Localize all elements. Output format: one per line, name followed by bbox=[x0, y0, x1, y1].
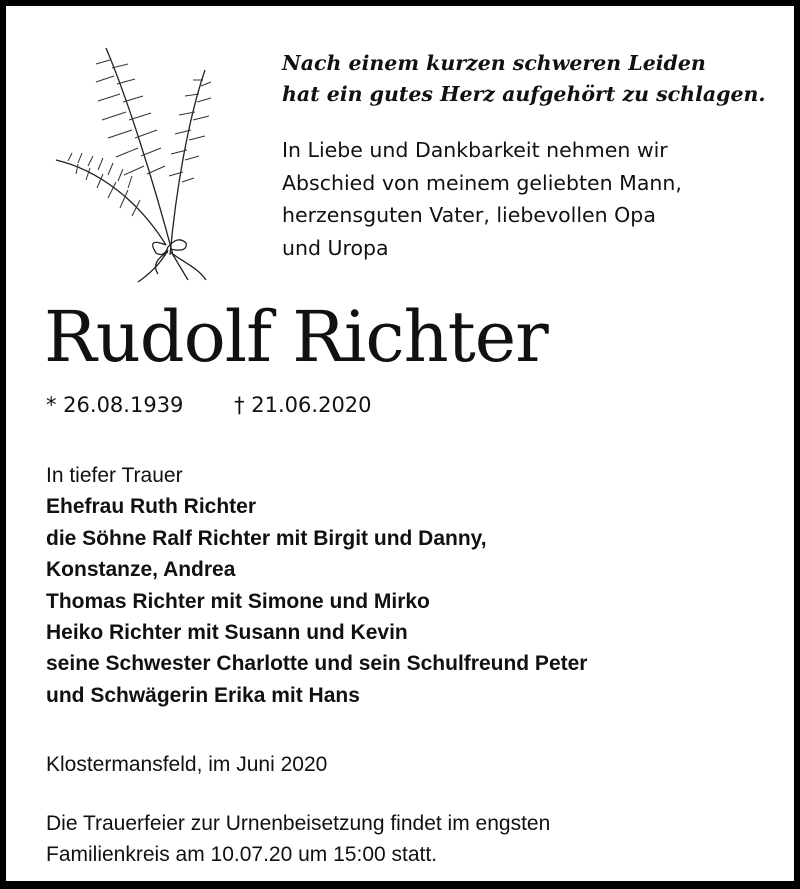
mourner-line: Ehefrau Ruth Richter bbox=[46, 495, 257, 519]
farewell-line: und Uropa bbox=[282, 235, 389, 260]
obituary-card bbox=[6, 6, 794, 881]
farewell-text bbox=[282, 134, 782, 264]
farewell-line: Abschied von meinem geliebten Mann, bbox=[282, 170, 682, 195]
service-line: Familienkreis am 10.07.20 um 15:00 statt. bbox=[46, 843, 438, 866]
mourner-line: Heiko Richter mit Susann und Kevin bbox=[46, 621, 408, 645]
motto-line: hat ein gutes Herz aufgehört zu schlagen. bbox=[282, 82, 766, 106]
mourners-list bbox=[46, 460, 587, 711]
service-line: Die Trauerfeier zur Urnenbeisetzung findet im engsten bbox=[46, 812, 551, 835]
farewell-line: herzensguten Vater, liebevollen Opa bbox=[282, 203, 656, 227]
intro-text bbox=[282, 48, 782, 264]
mourner-line: Konstanze, Andrea bbox=[46, 558, 236, 582]
life-dates bbox=[46, 390, 372, 420]
mourning-lead: In tiefer Trauer bbox=[46, 464, 183, 487]
deceased-name: Rudolf Richter bbox=[44, 296, 548, 378]
mourner-line: die Söhne Ralf Richter mit Birgit und Danny, bbox=[46, 526, 487, 550]
farewell-line: In Liebe und Dankbarkeit nehmen wir bbox=[282, 138, 668, 162]
mourner-line: seine Schwester Charlotte und sein Schulfreund Peter bbox=[46, 652, 588, 676]
motto bbox=[282, 48, 782, 110]
mourner-line: Thomas Richter mit Simone und Mirko bbox=[46, 589, 430, 613]
mourner-line: und Schwägerin Erika mit Hans bbox=[46, 683, 360, 707]
death-date: † 21.06.2020 bbox=[234, 393, 372, 417]
service-notice bbox=[46, 808, 786, 870]
place-date: Klostermansfeld, im Juni 2020 bbox=[46, 753, 328, 776]
birth-date: * 26.08.1939 bbox=[46, 393, 184, 417]
motto-line: Nach einem kurzen schweren Leiden bbox=[282, 51, 706, 75]
fern-bouquet-icon bbox=[48, 40, 228, 290]
